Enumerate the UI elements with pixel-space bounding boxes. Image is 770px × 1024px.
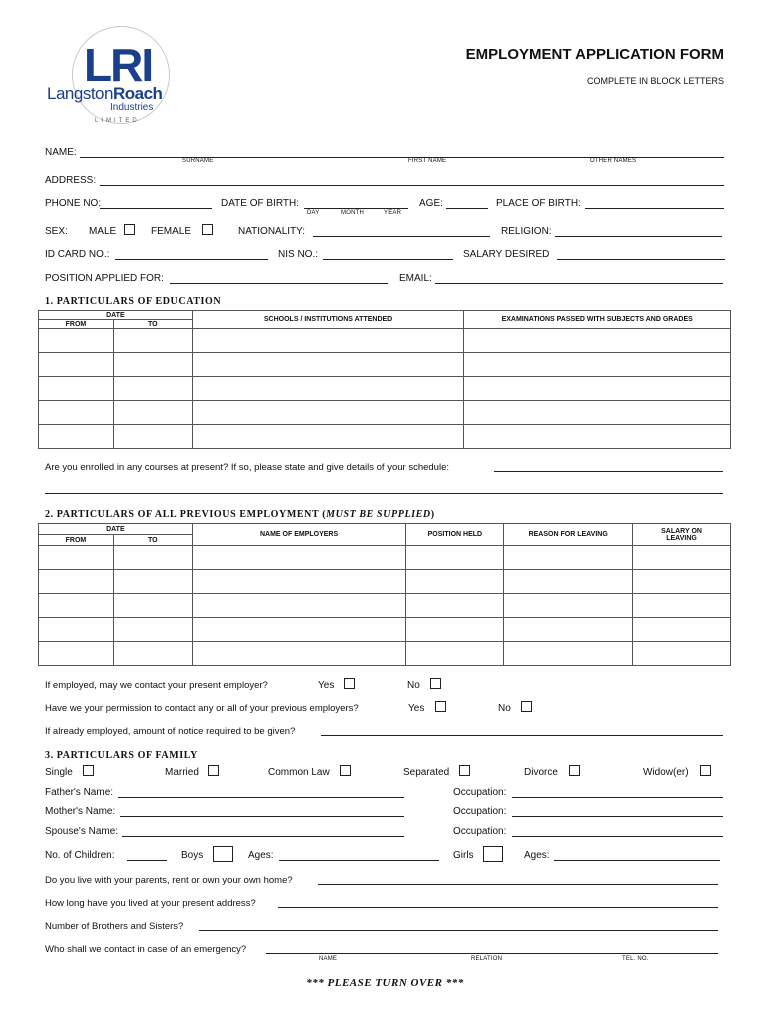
year-caption: YEAR	[384, 210, 402, 216]
age-field[interactable]	[446, 208, 488, 209]
edu-schools-header: SCHOOLS / INSTITUTIONS ATTENDED	[192, 311, 464, 329]
married-checkbox[interactable]	[208, 765, 219, 776]
position-applied-field[interactable]	[170, 283, 388, 284]
nationality-field[interactable]	[313, 236, 490, 237]
courses-field-2[interactable]	[45, 493, 723, 494]
male-label: MALE	[89, 226, 117, 237]
first-name-caption: FIRST NAME	[408, 158, 447, 164]
nationality-label: NATIONALITY:	[238, 226, 306, 237]
contact-present-question: If employed, may we contact your present employer?	[45, 680, 268, 691]
father-label: Father's Name:	[45, 787, 114, 798]
mother-label: Mother's Name:	[45, 806, 116, 817]
emergency-question: Who shall we contact in case of an emergency?	[45, 944, 247, 955]
widow-checkbox[interactable]	[700, 765, 711, 776]
edu-date-header: DATE	[39, 311, 193, 320]
spouse-occupation-field[interactable]	[512, 836, 723, 837]
boys-count-box[interactable]	[213, 846, 233, 862]
mother-field[interactable]	[120, 816, 404, 817]
spouse-occupation-label: Occupation:	[453, 826, 507, 837]
dob-field[interactable]	[304, 208, 408, 209]
male-checkbox[interactable]	[124, 224, 135, 235]
surname-caption: SURNAME	[182, 158, 214, 164]
spouse-field[interactable]	[122, 836, 404, 837]
girls-ages-field[interactable]	[554, 860, 720, 861]
edu-row[interactable]	[39, 425, 731, 449]
edu-row[interactable]	[39, 401, 731, 425]
widow-label: Widow(er)	[643, 767, 689, 778]
nis-label: NIS NO.:	[278, 249, 319, 260]
emp-row[interactable]	[39, 546, 731, 570]
married-label: Married	[165, 767, 199, 778]
contact-previous-yes-label: Yes	[408, 703, 425, 714]
emp-row[interactable]	[39, 618, 731, 642]
religion-field[interactable]	[555, 236, 722, 237]
courses-field[interactable]	[494, 471, 723, 472]
id-card-label: ID CARD NO.:	[45, 249, 110, 260]
separated-checkbox[interactable]	[459, 765, 470, 776]
sex-label: SEX:	[45, 226, 68, 237]
live-field[interactable]	[318, 884, 718, 885]
salary-desired-field[interactable]	[557, 259, 725, 260]
edu-row[interactable]	[39, 377, 731, 401]
emp-row[interactable]	[39, 570, 731, 594]
siblings-question: Number of Brothers and Sisters?	[45, 921, 184, 932]
employment-heading: 2. PARTICULARS OF ALL PREVIOUS EMPLOYMENT (MUST BE SUPPLIED)	[45, 509, 435, 520]
emp-to-header: TO	[113, 535, 192, 546]
boys-ages-field[interactable]	[279, 860, 439, 861]
email-label: EMAIL:	[399, 273, 432, 284]
emergency-field[interactable]	[266, 953, 718, 954]
salary-desired-label: SALARY DESIRED	[463, 249, 550, 260]
employment-table	[38, 523, 731, 666]
phone-label: PHONE NO:	[45, 198, 102, 209]
place-of-birth-label: PLACE OF BIRTH:	[496, 198, 581, 209]
father-field[interactable]	[118, 797, 404, 798]
edu-row[interactable]	[39, 329, 731, 353]
emp-employers-header: NAME OF EMPLOYERS	[192, 524, 406, 546]
name-label: NAME:	[45, 147, 77, 158]
separated-label: Separated	[403, 767, 450, 778]
notice-question: If already employed, amount of notice required to be given?	[45, 726, 296, 737]
edu-exams-header: EXAMINATIONS PASSED WITH SUBJECTS AND GRADES	[464, 311, 731, 329]
emp-reason-header: REASON FOR LEAVING	[504, 524, 633, 546]
boys-ages-label: Ages:	[248, 850, 274, 861]
contact-previous-no-label: No	[498, 703, 511, 714]
single-checkbox[interactable]	[83, 765, 94, 776]
divorce-label: Divorce	[524, 767, 558, 778]
divorce-checkbox[interactable]	[569, 765, 580, 776]
turn-over-note: *** PLEASE TURN OVER ***	[306, 977, 464, 989]
contact-present-no-label: No	[407, 680, 420, 691]
emergency-name-caption: NAME	[319, 956, 338, 962]
emp-date-header: DATE	[39, 524, 193, 535]
phone-field[interactable]	[100, 208, 212, 209]
other-names-caption: OTHER NAMES	[590, 158, 637, 164]
common-law-checkbox[interactable]	[340, 765, 351, 776]
father-occupation-field[interactable]	[512, 797, 723, 798]
girls-ages-label: Ages:	[524, 850, 550, 861]
emp-position-header: POSITION HELD	[406, 524, 504, 546]
address-field[interactable]	[100, 185, 724, 186]
girls-count-box[interactable]	[483, 846, 503, 862]
contact-present-yes-checkbox[interactable]	[344, 678, 355, 689]
position-applied-label: POSITION APPLIED FOR:	[45, 273, 164, 284]
boys-label: Boys	[181, 850, 204, 861]
logo-mark: LRI	[84, 39, 153, 91]
contact-previous-no-checkbox[interactable]	[521, 701, 532, 712]
contact-previous-yes-checkbox[interactable]	[435, 701, 446, 712]
family-heading: 3. PARTICULARS OF FAMILY	[45, 750, 198, 761]
education-heading: 1. PARTICULARS OF EDUCATION	[45, 296, 222, 307]
female-checkbox[interactable]	[202, 224, 213, 235]
courses-question: Are you enrolled in any courses at present? If so, please state and give details of your schedule:	[45, 462, 449, 473]
how-long-field[interactable]	[278, 907, 718, 908]
live-question: Do you live with your parents, rent or own your own home?	[45, 875, 293, 886]
age-label: AGE:	[419, 198, 443, 209]
edu-row[interactable]	[39, 353, 731, 377]
how-long-question: How long have you lived at your present address?	[45, 898, 256, 909]
contact-previous-question: Have we your permission to contact any or all of your previous employers?	[45, 703, 359, 714]
logo-company-name: LangstonRoach	[47, 84, 163, 103]
education-table	[38, 310, 731, 449]
emp-row[interactable]	[39, 594, 731, 618]
emp-from-header: FROM	[39, 535, 114, 546]
dob-label: DATE OF BIRTH:	[221, 198, 299, 209]
female-label: FEMALE	[151, 226, 192, 237]
children-field[interactable]	[127, 860, 167, 861]
emergency-relation-caption: RELATION	[471, 956, 503, 962]
address-label: ADDRESS:	[45, 175, 97, 186]
father-occupation-label: Occupation:	[453, 787, 507, 798]
place-of-birth-field[interactable]	[585, 208, 724, 209]
contact-present-no-checkbox[interactable]	[430, 678, 441, 689]
contact-present-yes-label: Yes	[318, 680, 335, 691]
day-caption: DAY	[307, 210, 320, 216]
notice-field[interactable]	[321, 735, 723, 736]
form-subtitle: COMPLETE IN BLOCK LETTERS	[586, 76, 724, 86]
single-label: Single	[45, 767, 73, 778]
spouse-label: Spouse's Name:	[45, 826, 119, 837]
emp-row[interactable]	[39, 642, 731, 666]
children-label: No. of Children:	[45, 850, 115, 861]
id-card-field[interactable]	[115, 259, 268, 260]
religion-label: RELIGION:	[501, 226, 552, 237]
emergency-tel-caption: TEL. NO.	[622, 956, 649, 962]
logo-limited: LIMITED	[95, 118, 140, 124]
nis-field[interactable]	[323, 259, 453, 260]
common-law-label: Common Law	[268, 767, 330, 778]
siblings-field[interactable]	[199, 930, 718, 931]
month-caption: MONTH	[341, 210, 364, 216]
girls-label: Girls	[453, 850, 474, 861]
email-field[interactable]	[435, 283, 723, 284]
mother-occupation-field[interactable]	[512, 816, 723, 817]
edu-from-header: FROM	[39, 320, 114, 329]
edu-to-header: TO	[113, 320, 192, 329]
emp-salary-header: SALARY ON LEAVING	[633, 524, 731, 546]
logo-industries: Industries	[110, 102, 154, 113]
mother-occupation-label: Occupation:	[453, 806, 507, 817]
form-title: EMPLOYMENT APPLICATION FORM	[465, 46, 724, 63]
